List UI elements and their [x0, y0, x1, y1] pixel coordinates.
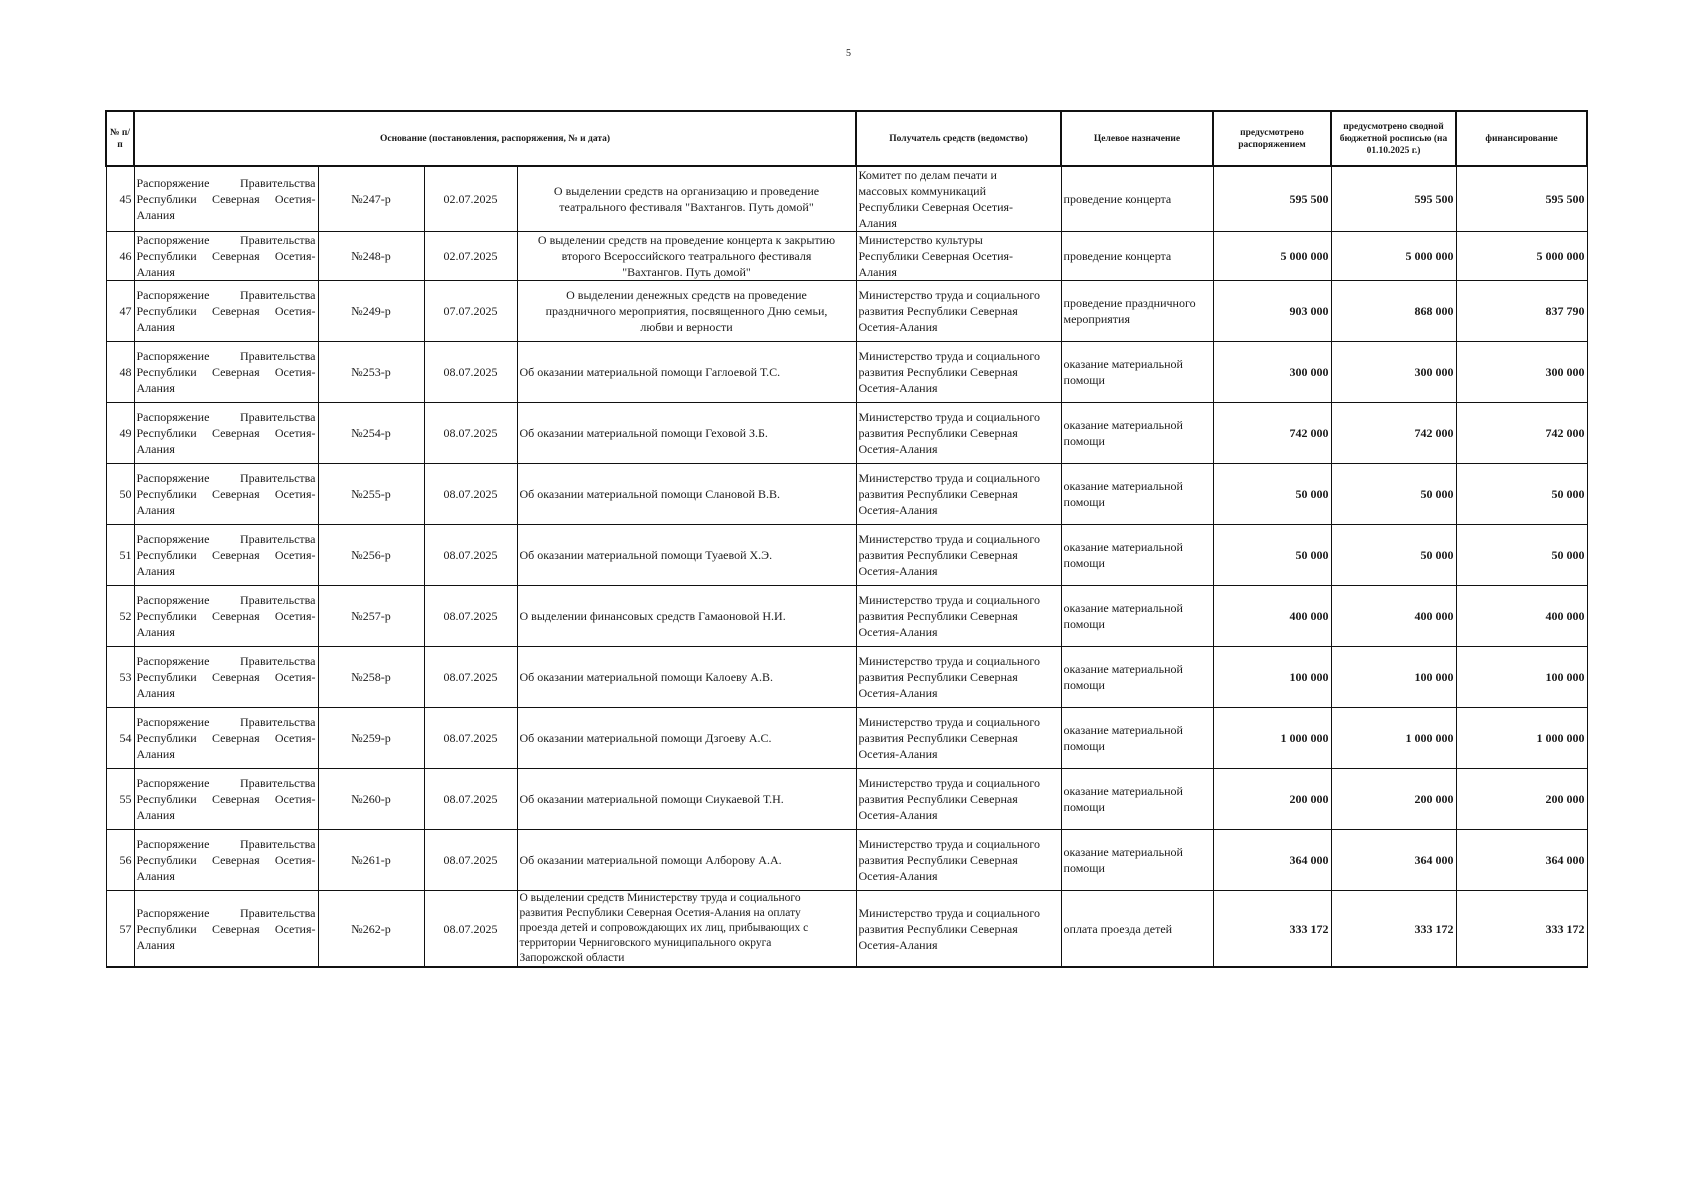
- basis-cell: [134, 586, 318, 647]
- recipient-cell-line: Алания: [858, 216, 897, 230]
- recipient-cell-line: Осетия-Алания: [858, 869, 938, 883]
- financing-amount: 300 000: [1456, 342, 1587, 403]
- planned-budget-amount: 868 000: [1331, 281, 1456, 342]
- table-row: [106, 166, 1587, 232]
- basis-cell-line: Республики Северная Осетия-: [136, 792, 316, 806]
- purpose-cell: [1061, 232, 1213, 281]
- planned-order-amount: 333 172: [1213, 891, 1331, 968]
- basis-cell-line: Алания: [136, 442, 175, 456]
- purpose-cell: [1061, 464, 1213, 525]
- row-number: 57: [106, 891, 134, 968]
- basis-cell-line: Распоряжение Правительства: [136, 288, 316, 302]
- table-row: [106, 403, 1587, 464]
- purpose-cell-line: оплата проезда детей: [1063, 921, 1173, 936]
- table-row: [106, 586, 1587, 647]
- order-subject-line: второго Всероссийского театрального фестиваля: [561, 249, 812, 263]
- basis-cell-line: Алания: [136, 937, 175, 952]
- order-subject: [517, 281, 856, 342]
- order-subject: [517, 769, 856, 830]
- basis-cell: [134, 525, 318, 586]
- order-subject-line: Об оказании материальной помощи Алборову А.А.: [519, 853, 782, 867]
- purpose-cell-line: мероприятия: [1063, 312, 1130, 326]
- order-date: 08.07.2025: [424, 891, 517, 968]
- order-number: №257-р: [318, 586, 424, 647]
- basis-cell-line: Республики Северная Осетия-: [136, 548, 316, 562]
- order-subject: [517, 464, 856, 525]
- order-subject: [517, 342, 856, 403]
- col-header-purpose: Целевое назначение: [1061, 111, 1213, 166]
- basis-cell-line: Республики Северная Осетия-: [136, 192, 316, 206]
- order-date: 02.07.2025: [424, 166, 517, 232]
- purpose-cell-line: оказание материальной: [1063, 540, 1183, 554]
- order-subject: [517, 403, 856, 464]
- planned-budget-amount: 595 500: [1331, 166, 1456, 232]
- order-subject-line: Об оказании материальной помощи Сиукаевой Т.Н.: [519, 792, 784, 806]
- order-subject-line: О выделении средств на организацию и проведение: [553, 184, 820, 198]
- basis-cell-line: Распоряжение Правительства: [136, 905, 316, 920]
- order-subject-line: Об оказании материальной помощи Калоеву А.В.: [519, 670, 773, 684]
- order-subject: [517, 525, 856, 586]
- order-date: 07.07.2025: [424, 281, 517, 342]
- order-date: 08.07.2025: [424, 830, 517, 891]
- register-table: [105, 110, 1588, 968]
- purpose-cell-line: помощи: [1063, 434, 1105, 448]
- recipient-cell-line: развития Республики Северная: [858, 304, 1018, 318]
- basis-cell-line: Алания: [136, 869, 175, 883]
- order-subject: [517, 708, 856, 769]
- table-row: [106, 464, 1587, 525]
- purpose-cell: [1061, 586, 1213, 647]
- recipient-cell-line: Осетия-Алания: [858, 686, 938, 700]
- recipient-cell-line: Министерство труда и социального: [858, 715, 1040, 729]
- purpose-cell-line: помощи: [1063, 678, 1105, 692]
- planned-order-amount: 100 000: [1213, 647, 1331, 708]
- financing-amount: 400 000: [1456, 586, 1587, 647]
- basis-cell-line: Республики Северная Осетия-: [136, 487, 316, 501]
- financing-amount: 50 000: [1456, 525, 1587, 586]
- recipient-cell-line: Министерство культуры: [858, 233, 983, 247]
- row-number: 47: [106, 281, 134, 342]
- recipient-cell-line: Осетия-Алания: [858, 442, 938, 456]
- basis-cell-line: Распоряжение Правительства: [136, 233, 316, 247]
- basis-cell-line: Распоряжение Правительства: [136, 593, 316, 607]
- planned-order-amount: 742 000: [1213, 403, 1331, 464]
- recipient-cell-line: Министерство труда и социального: [858, 471, 1040, 485]
- order-subject-line: О выделении средств Министерству труда и социального: [519, 892, 801, 904]
- recipient-cell-line: Осетия-Алания: [858, 503, 938, 517]
- order-number: №256-р: [318, 525, 424, 586]
- recipient-cell: [856, 830, 1061, 891]
- purpose-cell-line: оказание материальной: [1063, 723, 1183, 737]
- table-row: [106, 342, 1587, 403]
- basis-cell: [134, 708, 318, 769]
- table-body: [106, 166, 1587, 967]
- recipient-cell-line: Министерство труда и социального: [858, 593, 1040, 607]
- purpose-cell: [1061, 891, 1213, 968]
- basis-cell: [134, 403, 318, 464]
- recipient-cell-line: Республики Северная Осетия-: [858, 200, 1014, 214]
- planned-budget-amount: 742 000: [1331, 403, 1456, 464]
- basis-cell-line: Распоряжение Правительства: [136, 654, 316, 668]
- basis-cell-line: Распоряжение Правительства: [136, 837, 316, 851]
- table-row: [106, 525, 1587, 586]
- order-number: №247-р: [318, 166, 424, 232]
- order-subject: [517, 232, 856, 281]
- basis-cell-line: Республики Северная Осетия-: [136, 249, 316, 263]
- purpose-cell-line: проведение концерта: [1063, 249, 1172, 263]
- recipient-cell-line: Осетия-Алания: [858, 320, 938, 334]
- order-subject-line: театрального фестиваля "Вахтангов. Путь домой": [559, 200, 814, 214]
- page-number: 5: [846, 48, 851, 59]
- order-subject-line: Об оказании материальной помощи Слановой В.В.: [519, 487, 781, 501]
- financing-amount: 200 000: [1456, 769, 1587, 830]
- table-row: [106, 708, 1587, 769]
- basis-cell-line: Распоряжение Правительства: [136, 715, 316, 729]
- recipient-cell-line: развития Республики Северная: [858, 426, 1018, 440]
- order-subject-line: О выделении финансовых средств Гамаоновой Н.И.: [519, 609, 786, 623]
- col-header-planned-budget: предусмотрено сводной бюджетной росписью (на 01.10.2025 г.): [1331, 111, 1456, 166]
- order-number: №254-р: [318, 403, 424, 464]
- planned-budget-amount: 1 000 000: [1331, 708, 1456, 769]
- planned-budget-amount: 50 000: [1331, 525, 1456, 586]
- recipient-cell-line: Осетия-Алания: [858, 381, 938, 395]
- order-number: №253-р: [318, 342, 424, 403]
- order-subject: [517, 166, 856, 232]
- recipient-cell-line: Алания: [858, 265, 897, 279]
- basis-cell-line: Распоряжение Правительства: [136, 471, 316, 485]
- order-subject-line: развития Республики Северная Осетия-Алания на оплату: [519, 907, 801, 919]
- recipient-cell-line: развития Республики Северная: [858, 670, 1018, 684]
- planned-order-amount: 50 000: [1213, 464, 1331, 525]
- financing-amount: 364 000: [1456, 830, 1587, 891]
- order-subject-line: любви и верности: [640, 320, 733, 334]
- recipient-cell-line: Осетия-Алания: [858, 808, 938, 822]
- planned-order-amount: 595 500: [1213, 166, 1331, 232]
- recipient-cell-line: развития Республики Северная: [858, 365, 1018, 379]
- order-subject: [517, 891, 856, 968]
- recipient-cell: [856, 464, 1061, 525]
- purpose-cell: [1061, 769, 1213, 830]
- basis-cell-line: Республики Северная Осетия-: [136, 921, 316, 936]
- order-date: 08.07.2025: [424, 403, 517, 464]
- planned-budget-amount: 5 000 000: [1331, 232, 1456, 281]
- order-date: 08.07.2025: [424, 586, 517, 647]
- order-number: №261-р: [318, 830, 424, 891]
- order-date: 08.07.2025: [424, 464, 517, 525]
- recipient-cell-line: Министерство труда и социального: [858, 654, 1040, 668]
- recipient-cell-line: массовых коммуникаций: [858, 184, 986, 198]
- recipient-cell-line: Осетия-Алания: [858, 625, 938, 639]
- order-subject-line: О выделении средств на проведение концерта к закрытию: [537, 233, 836, 247]
- row-number: 48: [106, 342, 134, 403]
- recipient-cell-line: развития Республики Северная: [858, 731, 1018, 745]
- planned-order-amount: 5 000 000: [1213, 232, 1331, 281]
- recipient-cell-line: Комитет по делам печати и: [858, 168, 997, 182]
- order-date: 08.07.2025: [424, 708, 517, 769]
- basis-cell-line: Распоряжение Правительства: [136, 349, 316, 363]
- recipient-cell-line: развития Республики Северная: [858, 921, 1018, 936]
- recipient-cell-line: развития Республики Северная: [858, 792, 1018, 806]
- table-header-row: [106, 111, 1587, 166]
- order-date: 08.07.2025: [424, 769, 517, 830]
- order-subject-line: праздничного мероприятия, посвященного Дню семьи,: [545, 304, 828, 318]
- planned-order-amount: 1 000 000: [1213, 708, 1331, 769]
- basis-cell-line: Распоряжение Правительства: [136, 532, 316, 546]
- row-number: 50: [106, 464, 134, 525]
- recipient-cell-line: развития Республики Северная: [858, 853, 1018, 867]
- basis-cell-line: Республики Северная Осетия-: [136, 426, 316, 440]
- purpose-cell-line: помощи: [1063, 495, 1105, 509]
- col-header-financing: финансирование: [1456, 111, 1587, 166]
- basis-cell-line: Алания: [136, 564, 175, 578]
- purpose-cell: [1061, 525, 1213, 586]
- basis-cell: [134, 769, 318, 830]
- row-number: 52: [106, 586, 134, 647]
- purpose-cell-line: оказание материальной: [1063, 479, 1183, 493]
- purpose-cell: [1061, 647, 1213, 708]
- order-subject-line: территории Черниговского муниципального округа: [519, 937, 772, 949]
- purpose-cell-line: проведение концерта: [1063, 192, 1172, 206]
- recipient-cell-line: Министерство труда и социального: [858, 288, 1040, 302]
- planned-order-amount: 300 000: [1213, 342, 1331, 403]
- financing-amount: 100 000: [1456, 647, 1587, 708]
- recipient-cell-line: Министерство труда и социального: [858, 532, 1040, 546]
- row-number: 46: [106, 232, 134, 281]
- table-row: [106, 830, 1587, 891]
- purpose-cell-line: оказание материальной: [1063, 357, 1183, 371]
- recipient-cell-line: развития Республики Северная: [858, 548, 1018, 562]
- recipient-cell-line: Осетия-Алания: [858, 564, 938, 578]
- order-subject: [517, 830, 856, 891]
- row-number: 56: [106, 830, 134, 891]
- order-subject: [517, 586, 856, 647]
- recipient-cell: [856, 525, 1061, 586]
- col-header-num: № п/п: [106, 111, 134, 166]
- recipient-cell-line: развития Республики Северная: [858, 487, 1018, 501]
- order-subject-line: "Вахтангов. Путь домой": [622, 265, 751, 279]
- planned-budget-amount: 50 000: [1331, 464, 1456, 525]
- recipient-cell: [856, 166, 1061, 232]
- order-subject-line: проезда детей и сопровождающих их лиц, прибывающих с: [519, 922, 809, 934]
- basis-cell-line: Распоряжение Правительства: [136, 176, 316, 190]
- financing-amount: 742 000: [1456, 403, 1587, 464]
- financing-amount: 1 000 000: [1456, 708, 1587, 769]
- purpose-cell: [1061, 342, 1213, 403]
- order-subject-line: Запорожской области: [519, 952, 625, 964]
- col-header-basis: Основание (постановления, распоряжения, № и дата): [134, 111, 856, 166]
- basis-cell: [134, 647, 318, 708]
- purpose-cell-line: оказание материальной: [1063, 662, 1183, 676]
- purpose-cell-line: оказание материальной: [1063, 601, 1183, 615]
- order-number: №262-р: [318, 891, 424, 968]
- purpose-cell-line: помощи: [1063, 861, 1105, 875]
- col-header-planned-order: предусмотрено распоряжением: [1213, 111, 1331, 166]
- basis-cell-line: Распоряжение Правительства: [136, 776, 316, 790]
- table-row: [106, 281, 1587, 342]
- table-row: [106, 232, 1587, 281]
- recipient-cell: [856, 232, 1061, 281]
- recipient-cell-line: Министерство труда и социального: [858, 349, 1040, 363]
- order-subject-line: Об оказании материальной помощи Гаглоевой Т.С.: [519, 365, 781, 379]
- order-number: №260-р: [318, 769, 424, 830]
- table-row: [106, 769, 1587, 830]
- row-number: 49: [106, 403, 134, 464]
- purpose-cell-line: оказание материальной: [1063, 418, 1183, 432]
- financing-amount: 50 000: [1456, 464, 1587, 525]
- recipient-cell: [856, 281, 1061, 342]
- recipient-cell-line: Министерство труда и социального: [858, 410, 1040, 424]
- planned-order-amount: 200 000: [1213, 769, 1331, 830]
- purpose-cell: [1061, 403, 1213, 464]
- basis-cell: [134, 830, 318, 891]
- purpose-cell-line: помощи: [1063, 617, 1105, 631]
- recipient-cell-line: развития Республики Северная: [858, 609, 1018, 623]
- recipient-cell-line: Осетия-Алания: [858, 937, 938, 952]
- recipient-cell: [856, 708, 1061, 769]
- planned-budget-amount: 400 000: [1331, 586, 1456, 647]
- purpose-cell-line: помощи: [1063, 800, 1105, 814]
- basis-cell-line: Республики Северная Осетия-: [136, 365, 316, 379]
- order-number: №258-р: [318, 647, 424, 708]
- purpose-cell: [1061, 281, 1213, 342]
- basis-cell: [134, 891, 318, 968]
- order-subject: [517, 647, 856, 708]
- basis-cell-line: Алания: [136, 808, 175, 822]
- recipient-cell: [856, 342, 1061, 403]
- basis-cell-line: Республики Северная Осетия-: [136, 853, 316, 867]
- purpose-cell-line: оказание материальной: [1063, 784, 1183, 798]
- planned-budget-amount: 333 172: [1331, 891, 1456, 968]
- basis-cell-line: Алания: [136, 686, 175, 700]
- order-number: №248-р: [318, 232, 424, 281]
- basis-cell: [134, 166, 318, 232]
- basis-cell-line: Алания: [136, 503, 175, 517]
- financing-amount: 333 172: [1456, 891, 1587, 968]
- order-number: №255-р: [318, 464, 424, 525]
- table-row: [106, 891, 1587, 968]
- planned-order-amount: 903 000: [1213, 281, 1331, 342]
- row-number: 54: [106, 708, 134, 769]
- basis-cell: [134, 281, 318, 342]
- basis-cell: [134, 464, 318, 525]
- planned-order-amount: 50 000: [1213, 525, 1331, 586]
- row-number: 51: [106, 525, 134, 586]
- recipient-cell: [856, 647, 1061, 708]
- basis-cell-line: Алания: [136, 320, 175, 334]
- financing-amount: 5 000 000: [1456, 232, 1587, 281]
- basis-cell-line: Республики Северная Осетия-: [136, 731, 316, 745]
- planned-budget-amount: 364 000: [1331, 830, 1456, 891]
- order-date: 08.07.2025: [424, 647, 517, 708]
- basis-cell: [134, 232, 318, 281]
- purpose-cell-line: оказание материальной: [1063, 845, 1183, 859]
- order-date: 08.07.2025: [424, 525, 517, 586]
- planned-budget-amount: 100 000: [1331, 647, 1456, 708]
- basis-cell-line: Алания: [136, 381, 175, 395]
- purpose-cell-line: проведение праздничного: [1063, 296, 1196, 310]
- order-number: №249-р: [318, 281, 424, 342]
- order-subject-line: О выделении денежных средств на проведение: [566, 288, 807, 302]
- financing-amount: 837 790: [1456, 281, 1587, 342]
- order-number: №259-р: [318, 708, 424, 769]
- recipient-cell-line: Осетия-Алания: [858, 747, 938, 761]
- recipient-cell: [856, 586, 1061, 647]
- purpose-cell: [1061, 166, 1213, 232]
- purpose-cell-line: помощи: [1063, 556, 1105, 570]
- planned-order-amount: 364 000: [1213, 830, 1331, 891]
- recipient-cell: [856, 769, 1061, 830]
- basis-cell-line: Алания: [136, 265, 175, 279]
- planned-budget-amount: 300 000: [1331, 342, 1456, 403]
- purpose-cell-line: помощи: [1063, 739, 1105, 753]
- planned-order-amount: 400 000: [1213, 586, 1331, 647]
- table-row: [106, 647, 1587, 708]
- col-header-recipient: Получатель средств (ведомство): [856, 111, 1061, 166]
- order-subject-line: Об оказании материальной помощи Дзгоеву А.С.: [519, 731, 772, 745]
- basis-cell-line: Республики Северная Осетия-: [136, 304, 316, 318]
- recipient-cell-line: Министерство труда и социального: [858, 905, 1040, 920]
- basis-cell-line: Алания: [136, 625, 175, 639]
- recipient-cell: [856, 403, 1061, 464]
- purpose-cell: [1061, 708, 1213, 769]
- recipient-cell-line: Министерство труда и социального: [858, 776, 1040, 790]
- order-date: 02.07.2025: [424, 232, 517, 281]
- row-number: 45: [106, 166, 134, 232]
- basis-cell-line: Алания: [136, 208, 175, 222]
- recipient-cell-line: Республики Северная Осетия-: [858, 249, 1014, 263]
- basis-cell-line: Республики Северная Осетия-: [136, 609, 316, 623]
- row-number: 55: [106, 769, 134, 830]
- planned-budget-amount: 200 000: [1331, 769, 1456, 830]
- purpose-cell-line: помощи: [1063, 373, 1105, 387]
- basis-cell-line: Алания: [136, 747, 175, 761]
- row-number: 53: [106, 647, 134, 708]
- basis-cell-line: Республики Северная Осетия-: [136, 670, 316, 684]
- order-date: 08.07.2025: [424, 342, 517, 403]
- basis-cell-line: Распоряжение Правительства: [136, 410, 316, 424]
- order-subject-line: Об оказании материальной помощи Туаевой Х.Э.: [519, 548, 773, 562]
- recipient-cell-line: Министерство труда и социального: [858, 837, 1040, 851]
- order-subject-line: Об оказании материальной помощи Геховой З.Б.: [519, 426, 768, 440]
- financing-amount: 595 500: [1456, 166, 1587, 232]
- recipient-cell: [856, 891, 1061, 968]
- purpose-cell: [1061, 830, 1213, 891]
- basis-cell: [134, 342, 318, 403]
